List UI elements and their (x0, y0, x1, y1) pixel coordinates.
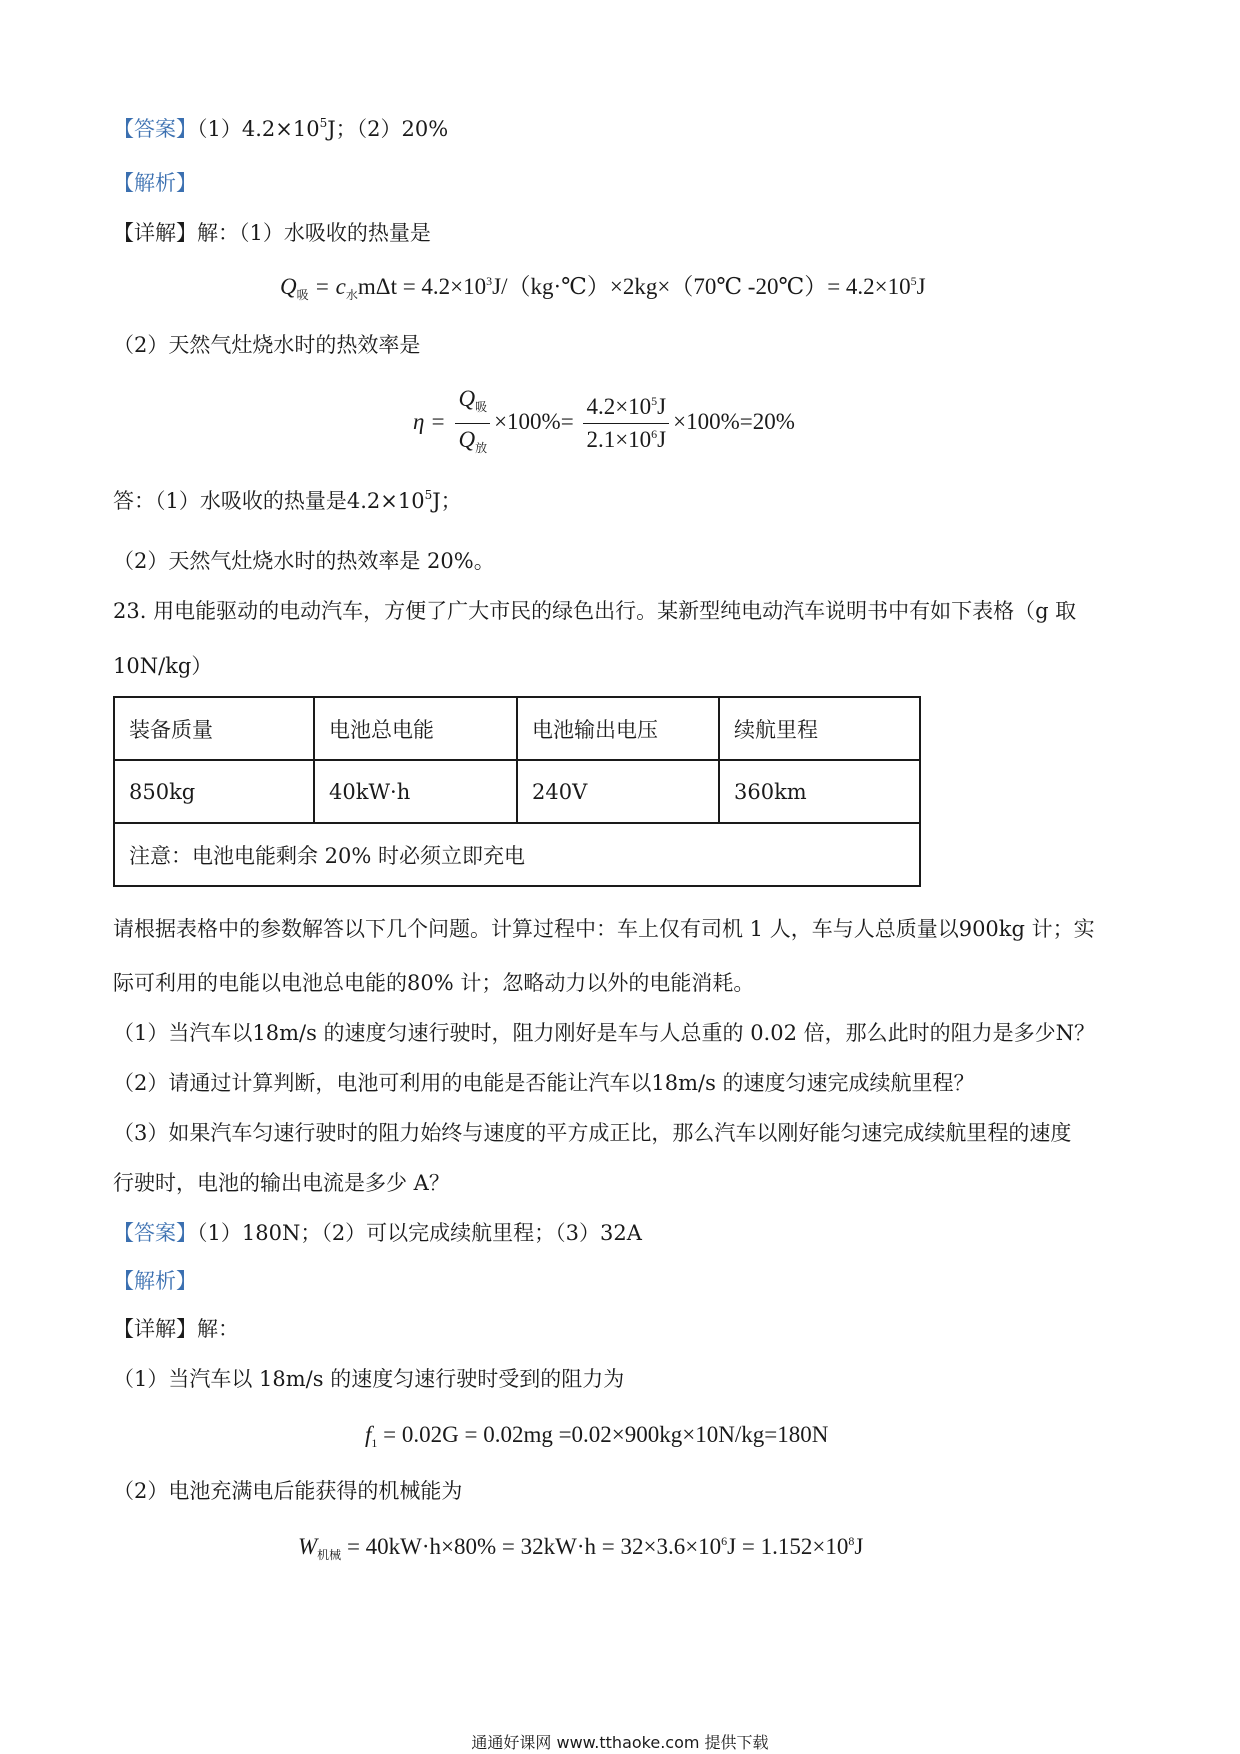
eq2-num1: Q (458, 386, 476, 411)
q23-sub-question-2: （2）请通过计算判断，电池可利用的电能是否能让汽车以18m/s 的速度匀速完成续航里程？ (113, 1071, 975, 1095)
q23-stem-line1: 23. 用电能驱动的电动汽车，方便了广大市民的绿色出行。某新型纯电动汽车说明书中有如下表格（g 取 (113, 599, 1077, 623)
answer-tag: 【答案】 (113, 117, 197, 141)
table-cell: 850kg (114, 760, 314, 823)
table-header-row (114, 697, 920, 760)
conclusion1-exp: 5 (424, 488, 433, 502)
eq4-rest-a: = 40kW·h×80% = 32kW·h = 32×3.6×10 (341, 1534, 722, 1559)
eq2-den2: 2.1×10 (586, 427, 652, 452)
equation-efficiency (413, 386, 795, 461)
eq1-q: Q (280, 274, 297, 299)
answer-line-q22 (113, 114, 448, 144)
q23-instruction-line2: 际可利用的电能以电池总电能的80% 计；忽略动力以外的电能消耗。 (113, 971, 755, 995)
q23-sub-question-3-line1: （3）如果汽车匀速行驶时的阻力始终与速度的平方成正比，那么汽车以刚好能匀速完成续航里程的速度 (113, 1121, 1072, 1145)
answer-text: （1）180N；（2）可以完成续航里程；（3）32A (197, 1221, 642, 1245)
equation-mechanical-energy (298, 1532, 863, 1570)
q23-sub-question-3-line2: 行驶时，电池的输出电流是多少 A？ (113, 1171, 450, 1195)
analysis-tag-q23: 【解析】 (113, 1269, 197, 1293)
answer-line-q23 (113, 1218, 642, 1248)
eq2-num2: 4.2×10 (586, 394, 652, 419)
table-note-row (114, 823, 920, 886)
part2-intro-q22: （2）天然气灶烧水时的热效率是 (113, 333, 421, 357)
eq4-exp-a: 6 (721, 1534, 728, 1548)
answer-value: 4.2×10 (241, 117, 320, 141)
fraction-denominator (583, 424, 669, 453)
answer-unit: J；（2）20% (327, 117, 449, 141)
eq1-c-sub: 水 (345, 288, 358, 302)
eq4-w-sub: 机械 (317, 1548, 342, 1562)
detail-intro-q22: 【详解】解：（1）水吸收的热量是 (113, 221, 431, 245)
fraction-denominator (455, 424, 490, 461)
eq2-den2-exp: 6 (651, 427, 658, 441)
table-row (114, 760, 920, 823)
fraction-q-ratio (455, 386, 490, 461)
table-header-cell: 电池总电能 (314, 697, 517, 760)
eq3-f: f (365, 1422, 372, 1447)
equation-heat-absorbed (280, 272, 926, 310)
eq4-exp-b: 8 (848, 1534, 855, 1548)
fraction-numerator (455, 386, 490, 424)
part2-intro-q23: （2）电池充满电后能获得的机械能为 (113, 1479, 463, 1503)
eq1-rest-c: J (916, 274, 926, 299)
eq1-rest-b: J/（kg·℃）×2kg×（70℃ -20℃）= 4.2×10 (492, 274, 911, 299)
eq3-f-sub: 1 (371, 1436, 378, 1450)
eq1-c: = c (308, 274, 346, 299)
eq4-w: W (298, 1534, 318, 1559)
fraction-energy-ratio (583, 394, 669, 453)
page-footer: 通通好课网 www.tthaoke.com 提供下载 (471, 1733, 769, 1752)
table-header-cell: 续航里程 (719, 697, 920, 760)
table-note: 注意：电池电能剩余 20% 时必须立即充电 (114, 823, 920, 886)
spec-table (113, 696, 921, 887)
eq2-mid: ×100%= (494, 408, 574, 434)
eq2-num2-exp: 5 (651, 394, 658, 408)
eq2-den1: Q (458, 427, 476, 452)
eq1-q-sub: 吸 (296, 288, 309, 302)
conclusion-2-q22: （2）天然气灶烧水时的热效率是 20%。 (113, 549, 495, 573)
conclusion1-unit: J； (432, 489, 462, 513)
part1-intro-q23: （1）当汽车以 18m/s 的速度匀速行驶时受到的阻力为 (113, 1367, 625, 1391)
conclusion1-text: 答：（1）水吸收的热量是4.2×10 (113, 489, 425, 513)
answer-exponent: 5 (319, 116, 328, 130)
eq2-num2-unit: J (657, 394, 667, 419)
q23-instruction-line1: 请根据表格中的参数解答以下几个问题。计算过程中：车上仅有司机 1 人，车与人总质量以900kg 计；实 (113, 917, 1095, 941)
eq2-tail: ×100%=20% (673, 408, 795, 434)
eq1-exp-b: 5 (910, 274, 917, 288)
eq2-eta: η = (413, 408, 446, 434)
eq2-den2-unit: J (657, 427, 667, 452)
equation-resistance (365, 1420, 828, 1458)
table-cell: 360km (719, 760, 920, 823)
answer-tag: 【答案】 (113, 1221, 197, 1245)
detail-intro-q23: 【详解】解： (113, 1317, 239, 1341)
table-header-cell: 电池输出电压 (517, 697, 719, 760)
table-cell: 40kW·h (314, 760, 517, 823)
eq1-exp-a: 3 (486, 274, 493, 288)
table-cell: 240V (517, 760, 719, 823)
conclusion-1-q22 (113, 486, 462, 516)
q23-stem-line2: 10N/kg） (113, 654, 213, 678)
q23-sub-question-1: （1）当汽车以18m/s 的速度匀速行驶时，阻力刚好是车与人总重的 0.02 倍，那么此时的阻力是多少N？ (113, 1021, 1096, 1045)
fraction-numerator (583, 394, 669, 424)
eq2-den1-sub: 放 (475, 441, 488, 455)
eq4-rest-b: J = 1.152×10 (727, 1534, 849, 1559)
eq3-rest: = 0.02G = 0.02mg =0.02×900kg×10N/kg=180N (377, 1422, 829, 1447)
eq1-rest-a: mΔt = 4.2×10 (357, 274, 487, 299)
analysis-tag-q22: 【解析】 (113, 171, 197, 195)
answer-text: （1） (197, 117, 242, 141)
eq2-num1-sub: 吸 (475, 400, 488, 414)
eq4-rest-c: J (854, 1534, 864, 1559)
table-header-cell: 装备质量 (114, 697, 314, 760)
